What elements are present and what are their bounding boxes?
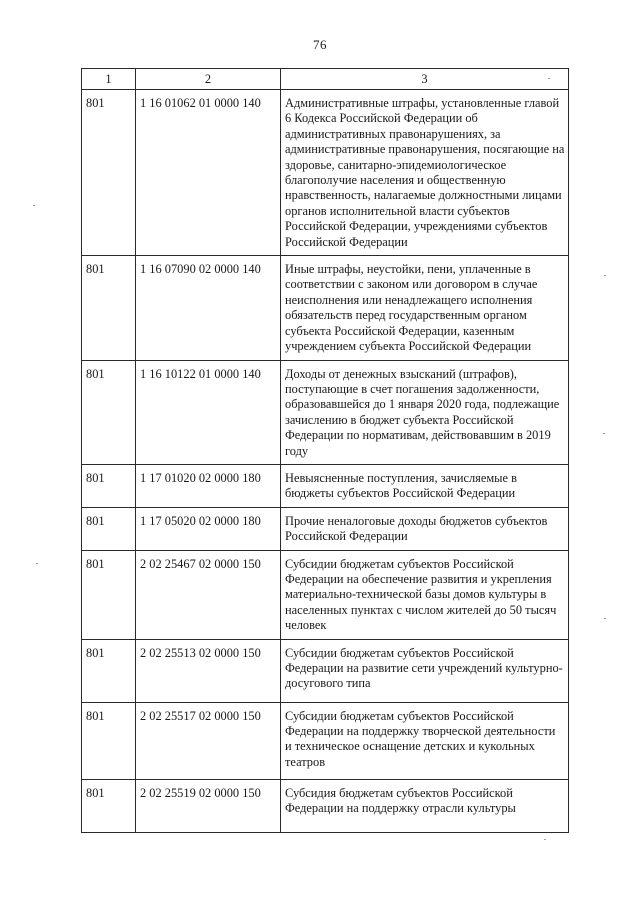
- header-column-1: 1: [82, 69, 136, 90]
- scan-speck: [33, 205, 35, 206]
- revenue-name-cell: Субсидия бюджетам субъектов Российской Федерации на поддержку отрасли культуры: [281, 779, 569, 832]
- budget-code-cell: 1 16 01062 01 0000 140: [136, 90, 281, 256]
- table-header-row: [82, 69, 569, 90]
- budget-code-cell: 1 17 01020 02 0000 180: [136, 464, 281, 507]
- table-row: [82, 639, 569, 702]
- revenue-name-cell: Иные штрафы, неустойки, пени, уплаченные в соответствии с законом или договором в случае неисполнения или ненадлежащего исполнения обязательств перед государственным органом субъекта Российской Федерации, казенным учреждением субъекта Российской Федерации: [281, 256, 569, 360]
- table-row: [82, 507, 569, 550]
- table-row: [82, 779, 569, 832]
- scan-speck: [544, 839, 546, 840]
- scan-speck: [604, 275, 606, 276]
- revenue-name-cell: Доходы от денежных взысканий (штрафов), поступающие в счет погашения задолженности, образовавшейся до 1 января 2020 года, подлежащие зачислению в бюджет субъекта Российской Федерации по нормативам, действовавшим в 2019 году: [281, 360, 569, 464]
- page-number: 76: [313, 37, 327, 52]
- table-row: [82, 550, 569, 639]
- header-column-3: 3: [281, 69, 569, 90]
- budget-classification-table: [81, 68, 569, 833]
- budget-code-cell: 1 16 10122 01 0000 140: [136, 360, 281, 464]
- budget-code-cell: 1 17 05020 02 0000 180: [136, 507, 281, 550]
- budget-code-cell: 2 02 25467 02 0000 150: [136, 550, 281, 639]
- admin-code-cell: 801: [82, 779, 136, 832]
- table-row: [82, 702, 569, 779]
- revenue-name-cell: Субсидии бюджетам субъектов Российской Федерации на обеспечение развития и укрепления материально-технической базы домов культуры в населенных пунктах с числом жителей до 50 тысяч человек: [281, 550, 569, 639]
- scan-speck: [603, 433, 605, 434]
- admin-code-cell: 801: [82, 90, 136, 256]
- revenue-name-cell: Административные штрафы, установленные главой 6 Кодекса Российской Федерации об административных правонарушениях, за административные правонарушения, посягающие на здоровье, санитарно-эпидемиологическое благополучие населения и общественную нравственность, налагаемые должностными лицами органов исполнительной власти субъектов Российской Федерации, учреждениями субъектов Российской Федерации: [281, 90, 569, 256]
- budget-code-cell: 1 16 07090 02 0000 140: [136, 256, 281, 360]
- table-row: [82, 256, 569, 360]
- admin-code-cell: 801: [82, 360, 136, 464]
- admin-code-cell: 801: [82, 639, 136, 702]
- table-row: [82, 464, 569, 507]
- revenue-name-cell: Прочие неналоговые доходы бюджетов субъектов Российской Федерации: [281, 507, 569, 550]
- header-column-2: 2: [136, 69, 281, 90]
- revenue-name-cell: Невыясненные поступления, зачисляемые в бюджеты субъектов Российской Федерации: [281, 464, 569, 507]
- admin-code-cell: 801: [82, 507, 136, 550]
- budget-code-cell: 2 02 25513 02 0000 150: [136, 639, 281, 702]
- admin-code-cell: 801: [82, 256, 136, 360]
- admin-code-cell: 801: [82, 702, 136, 779]
- revenue-name-cell: Субсидии бюджетам субъектов Российской Федерации на поддержку творческой деятельности и техническое оснащение детских и кукольных театров: [281, 702, 569, 779]
- revenue-name-cell: Субсидии бюджетам субъектов Российской Федерации на развитие сети учреждений культурно-досугового типа: [281, 639, 569, 702]
- admin-code-cell: 801: [82, 550, 136, 639]
- scan-speck: [604, 618, 606, 619]
- table-row: [82, 90, 569, 256]
- budget-code-cell: 2 02 25519 02 0000 150: [136, 779, 281, 832]
- admin-code-cell: 801: [82, 464, 136, 507]
- scan-speck: [36, 563, 38, 564]
- budget-code-cell: 2 02 25517 02 0000 150: [136, 702, 281, 779]
- scan-speck: [548, 78, 550, 79]
- table-row: [82, 360, 569, 464]
